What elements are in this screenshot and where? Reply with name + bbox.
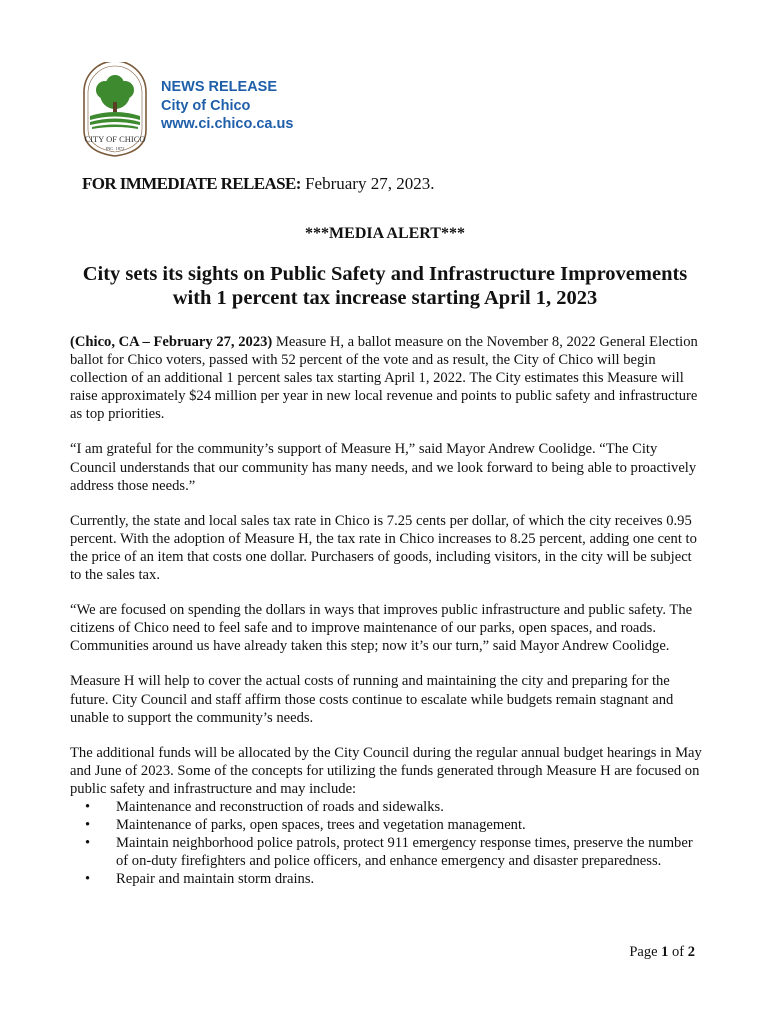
- paragraph-4: “We are focused on spending the dollars in ways that improves public infrastructure and public safety. The citizens of Chico need to feel safe and to improve maintenance of our parks, open spaces, and roads. Communities around us have already taken this step; now it’s our turn,” said Mayor Andrew Coolidge.: [70, 602, 693, 655]
- city-website-link[interactable]: www.ci.chico.ca.us: [161, 116, 294, 132]
- paragraph-2: “I am grateful for the community’s support of Measure H,” said Mayor Andrew Coolidge. “The City Council understands that our community has many needs, and we look forward to being able to proactively address those needs.”: [70, 441, 697, 494]
- list-item: [70, 798, 702, 816]
- list-item-text: Maintain neighborhood police patrols, protect 911 emergency response times, preserve the number of on-duty firefighters and police officers, and enhance emergency and disaster preparedness.: [116, 835, 693, 870]
- page-number: [629, 944, 695, 961]
- paragraph-6: The additional funds will be allocated by the City Council during the regular annual budget hearings in May and June of 2023. Some of the concepts for utilizing the funds generated through Measure H are focused on public safety and infrastructure and may include:: [70, 744, 702, 797]
- bullet-icon: •: [85, 835, 91, 852]
- dateline: (Chico, CA – February 27, 2023): [70, 334, 273, 350]
- release-line: [82, 174, 434, 194]
- article-body: [70, 333, 702, 888]
- paragraph-1-text: Measure H, a ballot measure on the November 8, 2022 General Election ballot for Chico voters, passed with 52 percent of the vote and as result, the City of Chico will begin collection of an additional 1 percent sales tax starting April 1, 2022. The City estimates this Measure will raise approximately $24 million per year in new local revenue and points to public safety and infrastructure as top priorities.: [70, 334, 698, 423]
- release-label: FOR IMMEDIATE RELEASE:: [82, 174, 301, 193]
- list-item: [70, 834, 702, 870]
- city-seal-logo: [78, 62, 152, 158]
- seal-inc-text: INC. 1872: [105, 146, 125, 151]
- paragraph-5: Measure H will help to cover the actual costs of running and maintaining the city and preparing for the future. City Council and staff affirm those costs continue to escalate while budgets remain stagnant and unable to support the community’s needs.: [70, 673, 674, 726]
- list-item: [70, 816, 702, 834]
- page-total: 2: [687, 944, 695, 960]
- list-item-text: Maintenance of parks, open spaces, trees and vegetation management.: [116, 817, 526, 834]
- paragraph-1: [70, 333, 702, 423]
- seal-city-text: CITY OF CHICO: [84, 134, 146, 144]
- funding-concepts-list: [70, 798, 702, 888]
- list-item: [70, 870, 702, 888]
- page-word: Page: [629, 944, 662, 960]
- list-item-text: Repair and maintain storm drains.: [116, 871, 315, 888]
- letterhead: [161, 78, 293, 134]
- page-current: 1: [661, 944, 669, 960]
- headline-line-2: with 1 percent tax increase starting April 1, 2023: [172, 287, 598, 309]
- bullet-icon: •: [85, 871, 91, 888]
- city-name: City of Chico: [161, 97, 251, 114]
- of-word: of: [668, 944, 688, 960]
- list-item-text: Maintenance and reconstruction of roads and sidewalks.: [116, 798, 444, 815]
- paragraph-3: Currently, the state and local sales tax rate in Chico is 7.25 cents per dollar, of which the city receives 0.95 percent. With the adoption of Measure H, the tax rate in Chico increases to 8.25 percent, adding one cent to the price of an item that costs one dollar. Purchasers of goods, including visitors, in the city will be subject to the sales tax.: [70, 512, 697, 584]
- release-date: February 27, 2023.: [300, 174, 435, 193]
- headline: [40, 262, 730, 310]
- headline-line-1: City sets its sights on Public Safety and Infrastructure Improvements: [82, 263, 688, 285]
- bullet-icon: •: [85, 798, 91, 815]
- news-release-label: NEWS RELEASE: [161, 79, 278, 95]
- bullet-icon: •: [85, 817, 91, 834]
- media-alert-heading: ***MEDIA ALERT***: [305, 225, 465, 242]
